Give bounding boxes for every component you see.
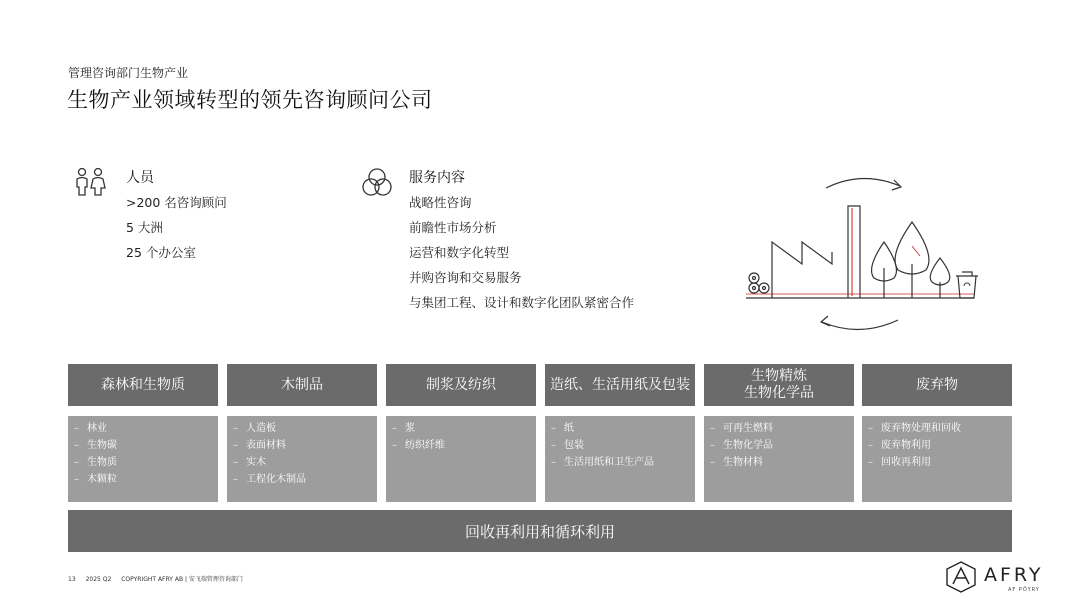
eyebrow: 管理咨询部门生物产业 [68,66,189,80]
column-items [862,416,1012,502]
service-line: 与集团工程、设计和数字化团队紧密合作 [409,295,635,310]
column-item: – 生活用纸和卫生产品 [551,457,654,468]
footer-date: 2025 Q2 [85,576,112,583]
logo-subtext: AF PÖYRY [1008,587,1040,593]
people-line: >200 名咨询顾问 [126,195,227,210]
category-column [704,364,854,502]
column-item: – 浆 [392,423,415,434]
column-items [545,416,695,502]
people-line: 5 大洲 [126,220,163,235]
column-item: – 回收再利用 [868,457,931,468]
people-heading: 人员 [126,170,154,186]
category-column [862,364,1012,502]
column-title: 森林和生物质 [68,364,218,406]
people-line: 25 个办公室 [126,245,196,260]
factory-forest-cycle-icon [742,172,982,334]
category-column [386,364,536,502]
column-title: 废弃物 [862,364,1012,406]
page-title: 生物产业领域转型的领先咨询顾问公司 [67,88,433,112]
afry-logo-icon [944,560,978,594]
footer-copyright: COPYRIGHT AFRY AB | 安飞瑞管理咨询部门 [121,576,243,583]
column-title: 造纸、生活用纸及包装 [545,364,695,406]
category-column [545,364,695,502]
recycling-bar: 回收再利用和循环利用 [68,510,1012,552]
people-icon [72,166,108,198]
column-item: – 表面材料 [233,440,286,451]
column-item: – 实木 [233,457,266,468]
service-line: 战略性咨询 [409,195,472,210]
column-item: – 废弃物处理和回收 [868,423,961,434]
page-number: 13 [68,576,76,583]
column-item: – 生物化学品 [710,440,773,451]
column-item: – 纸 [551,423,574,434]
column-item: – 包装 [551,440,584,451]
venn-circles-icon [360,166,394,200]
column-item: – 废弃物利用 [868,440,931,451]
footer [68,574,251,583]
column-items [227,416,377,502]
service-line: 前瞻性市场分析 [409,220,497,235]
service-line: 并购咨询和交易服务 [409,270,522,285]
column-items [386,416,536,502]
column-item: – 人造板 [233,423,276,434]
column-item: – 工程化木制品 [233,474,306,485]
afry-logo [944,560,1056,596]
column-item: – 纺织纤维 [392,440,445,451]
column-items [704,416,854,502]
column-item: – 林业 [74,423,107,434]
column-item: – 生物材料 [710,457,763,468]
column-item: – 生物碳 [74,440,117,451]
logo-wordmark: AFRY [984,564,1044,586]
column-title: 生物精炼 生物化学品 [704,364,854,406]
column-item: – 生物质 [74,457,117,468]
category-column [227,364,377,502]
column-items [68,416,218,502]
services-heading: 服务内容 [409,170,465,186]
column-title: 制浆及纺织 [386,364,536,406]
column-title: 木制品 [227,364,377,406]
category-column [68,364,218,502]
column-item: – 木颗粒 [74,474,117,485]
service-line: 运营和数字化转型 [409,245,510,260]
column-item: – 可再生燃料 [710,423,773,434]
